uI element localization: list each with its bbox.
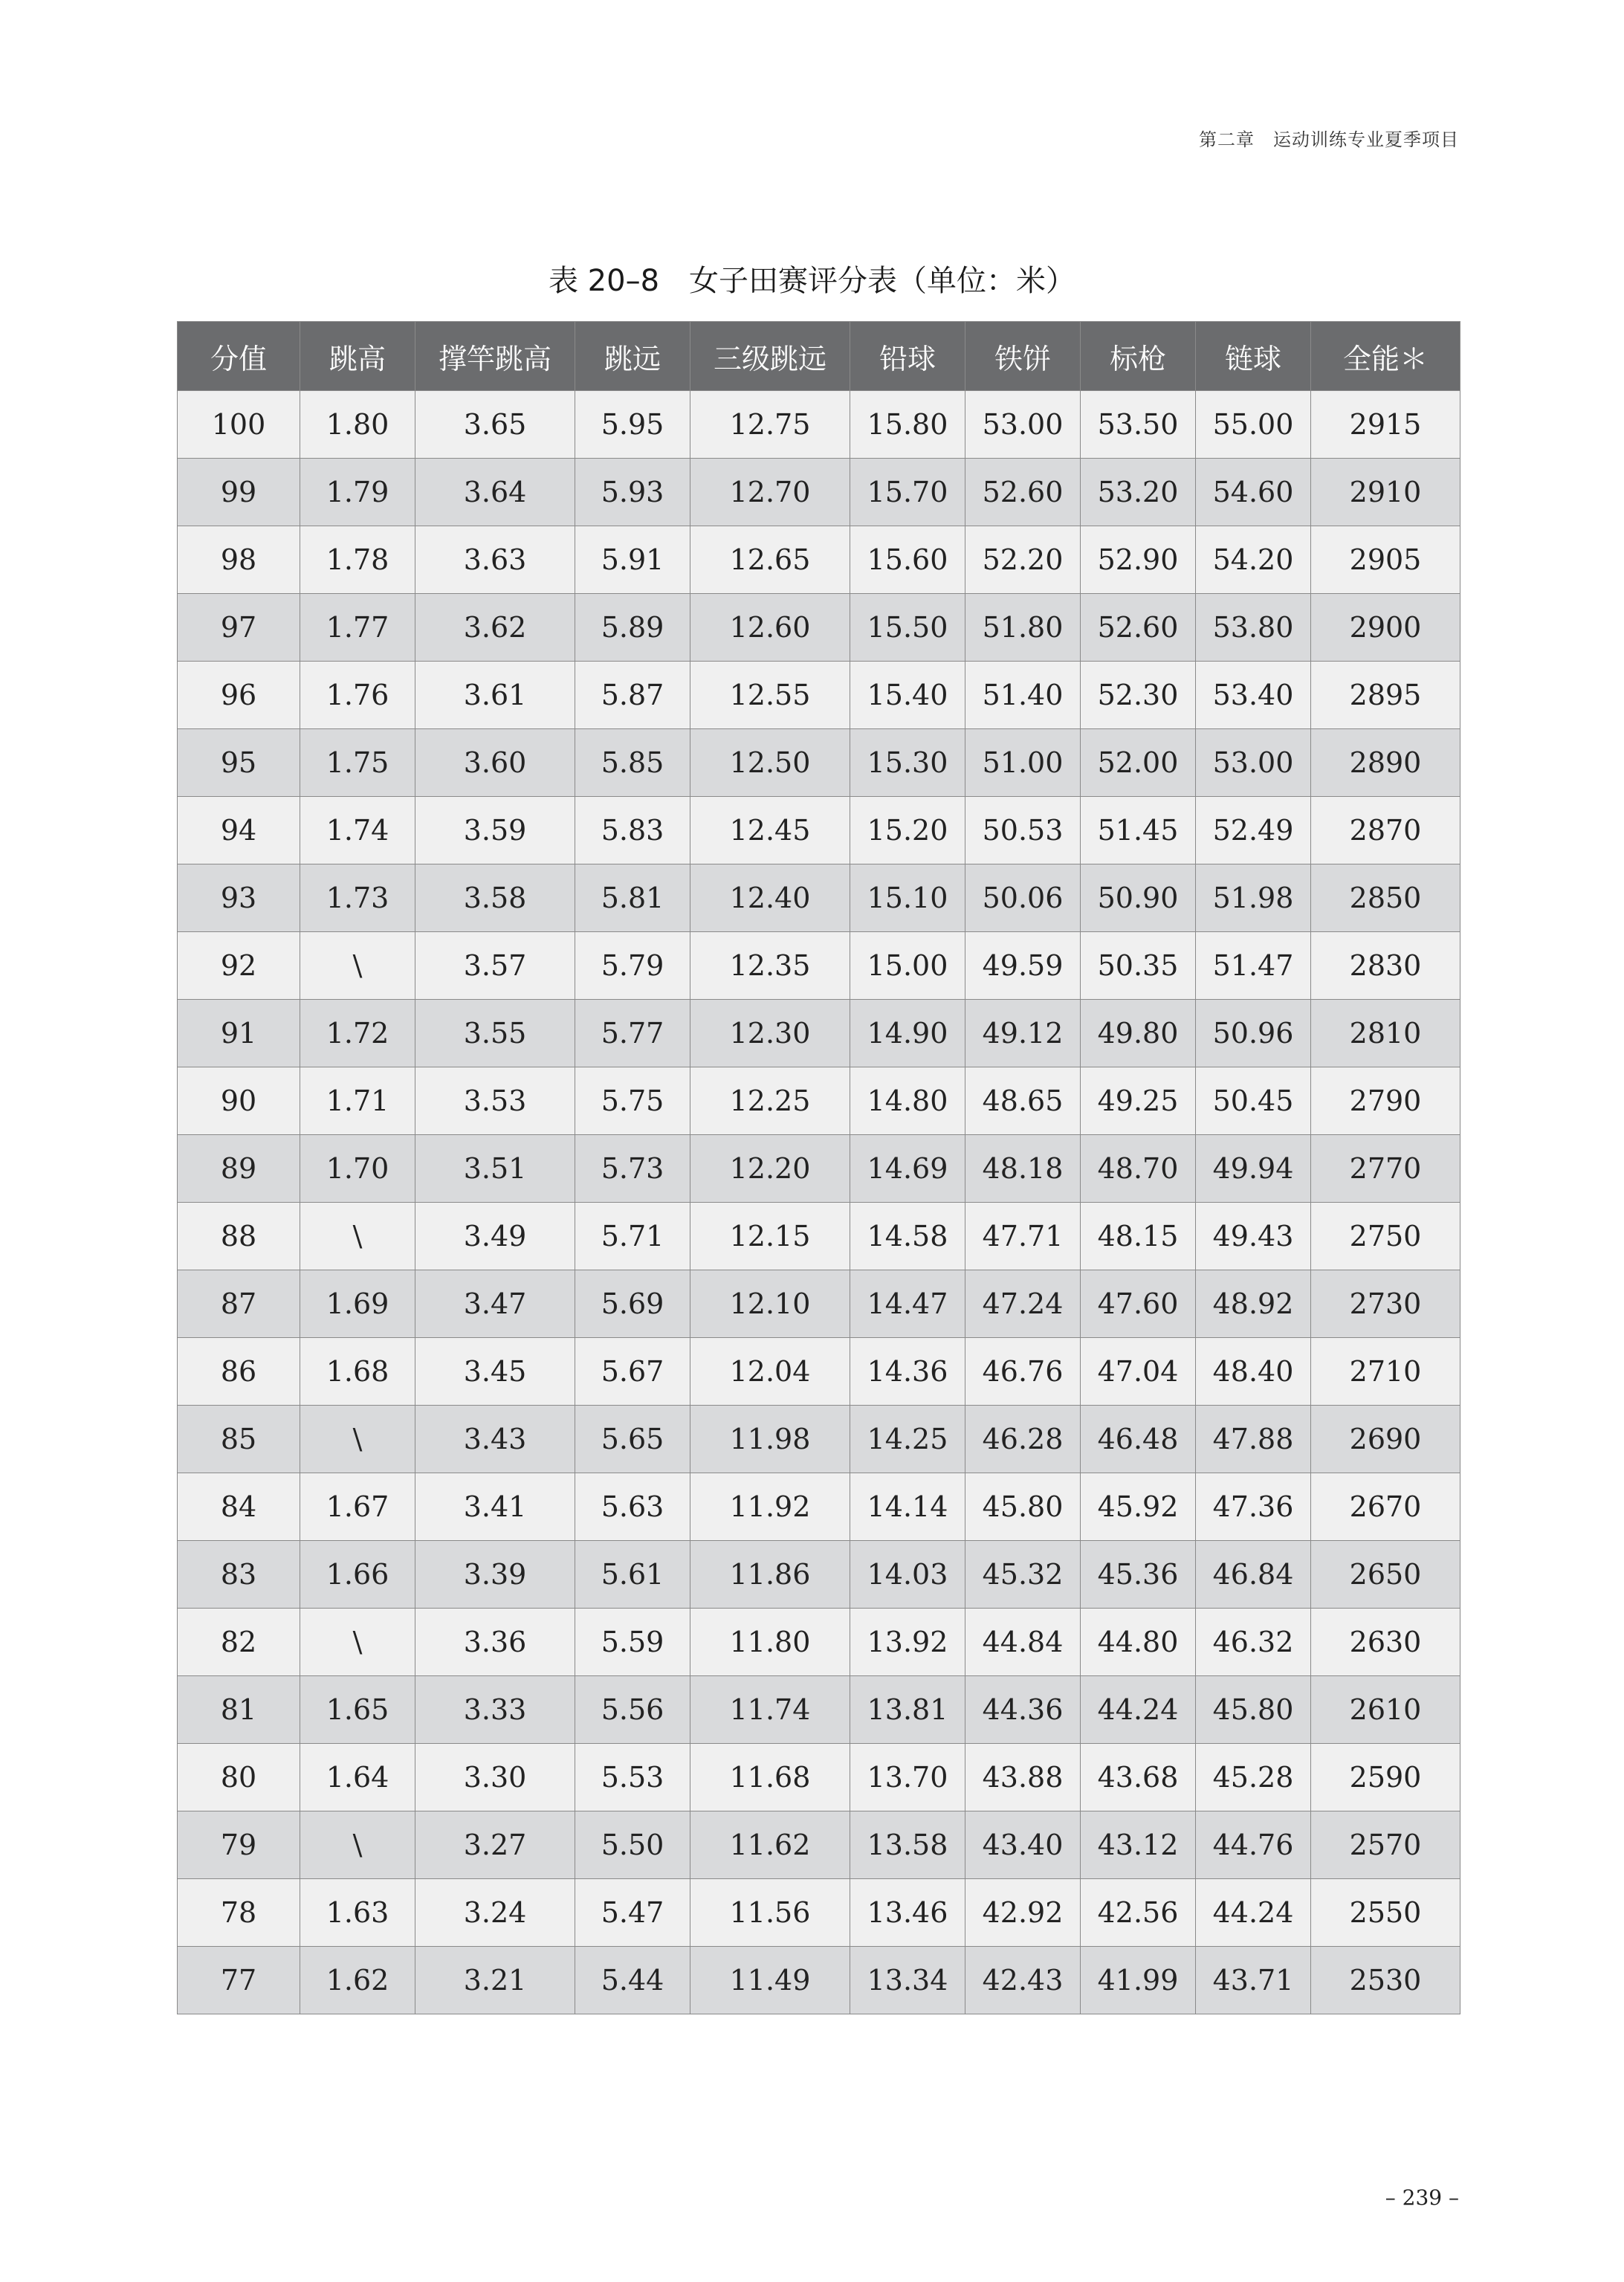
- value-cell: 42.56: [1081, 1879, 1196, 1947]
- value-cell: 14.80: [850, 1067, 965, 1135]
- value-cell: 47.04: [1081, 1338, 1196, 1406]
- score-cell: 91: [178, 1000, 300, 1067]
- value-cell: 3.45: [415, 1338, 575, 1406]
- value-cell: 5.71: [575, 1203, 690, 1270]
- table-row: [178, 1270, 1460, 1338]
- value-cell: 47.36: [1196, 1473, 1311, 1541]
- value-cell: 5.77: [575, 1000, 690, 1067]
- value-cell: 5.79: [575, 932, 690, 1000]
- value-cell: 2610: [1311, 1676, 1460, 1744]
- value-cell: 2900: [1311, 594, 1460, 662]
- value-cell: 3.61: [415, 662, 575, 729]
- column-header: 撑竿跳高: [415, 322, 575, 391]
- value-cell: 50.45: [1196, 1067, 1311, 1135]
- value-cell: 53.40: [1196, 662, 1311, 729]
- value-cell: 3.63: [415, 526, 575, 594]
- value-cell: 2570: [1311, 1811, 1460, 1879]
- column-header: 全能＊: [1311, 322, 1460, 391]
- value-cell: 11.68: [690, 1744, 850, 1811]
- table-row: [178, 594, 1460, 662]
- value-cell: 13.58: [850, 1811, 965, 1879]
- value-cell: 50.90: [1081, 864, 1196, 932]
- score-cell: 90: [178, 1067, 300, 1135]
- column-header: 铅球: [850, 322, 965, 391]
- value-cell: 49.25: [1081, 1067, 1196, 1135]
- value-cell: 3.27: [415, 1811, 575, 1879]
- value-cell: 13.34: [850, 1947, 965, 2014]
- value-cell: 51.00: [965, 729, 1081, 797]
- score-cell: 81: [178, 1676, 300, 1744]
- value-cell: 53.20: [1081, 459, 1196, 526]
- value-cell: 50.06: [965, 864, 1081, 932]
- score-cell: 84: [178, 1473, 300, 1541]
- value-cell: 3.62: [415, 594, 575, 662]
- value-cell: 5.44: [575, 1947, 690, 2014]
- value-cell: 52.60: [1081, 594, 1196, 662]
- table-row: [178, 1744, 1460, 1811]
- table-row: [178, 1473, 1460, 1541]
- table-row: [178, 1541, 1460, 1609]
- score-cell: 97: [178, 594, 300, 662]
- value-cell: 12.04: [690, 1338, 850, 1406]
- value-cell: 13.46: [850, 1879, 965, 1947]
- table-body: [178, 391, 1460, 2014]
- value-cell: 3.24: [415, 1879, 575, 1947]
- score-cell: 82: [178, 1609, 300, 1676]
- value-cell: 44.80: [1081, 1609, 1196, 1676]
- score-cell: 77: [178, 1947, 300, 2014]
- table-row: [178, 1000, 1460, 1067]
- value-cell: 2710: [1311, 1338, 1460, 1406]
- value-cell: 3.43: [415, 1406, 575, 1473]
- value-cell: 46.84: [1196, 1541, 1311, 1609]
- value-cell: 45.80: [965, 1473, 1081, 1541]
- value-cell: 1.76: [300, 662, 415, 729]
- value-cell: 52.20: [965, 526, 1081, 594]
- header-row: [178, 322, 1460, 391]
- value-cell: 1.71: [300, 1067, 415, 1135]
- table-row: [178, 1067, 1460, 1135]
- value-cell: 5.67: [575, 1338, 690, 1406]
- value-cell: 14.36: [850, 1338, 965, 1406]
- value-cell: 12.60: [690, 594, 850, 662]
- value-cell: 47.71: [965, 1203, 1081, 1270]
- value-cell: 3.58: [415, 864, 575, 932]
- value-cell: 51.80: [965, 594, 1081, 662]
- value-cell: 12.45: [690, 797, 850, 864]
- value-cell: 3.57: [415, 932, 575, 1000]
- value-cell: 1.62: [300, 1947, 415, 2014]
- value-cell: 15.50: [850, 594, 965, 662]
- value-cell: 3.33: [415, 1676, 575, 1744]
- value-cell: 52.90: [1081, 526, 1196, 594]
- value-cell: 49.80: [1081, 1000, 1196, 1067]
- value-cell: 43.40: [965, 1811, 1081, 1879]
- page-number: – 239 –: [1385, 2185, 1459, 2210]
- value-cell: 54.20: [1196, 526, 1311, 594]
- score-cell: 86: [178, 1338, 300, 1406]
- value-cell: 15.60: [850, 526, 965, 594]
- value-cell: 14.90: [850, 1000, 965, 1067]
- table-row: [178, 1676, 1460, 1744]
- score-cell: 88: [178, 1203, 300, 1270]
- table-row: [178, 459, 1460, 526]
- value-cell: 41.99: [1081, 1947, 1196, 2014]
- value-cell: 15.70: [850, 459, 965, 526]
- table-header: [178, 322, 1460, 391]
- value-cell: 1.63: [300, 1879, 415, 1947]
- value-cell: 48.92: [1196, 1270, 1311, 1338]
- table-row: [178, 1203, 1460, 1270]
- value-cell: 44.84: [965, 1609, 1081, 1676]
- value-cell: 1.80: [300, 391, 415, 459]
- value-cell: 15.10: [850, 864, 965, 932]
- score-cell: 100: [178, 391, 300, 459]
- value-cell: 52.49: [1196, 797, 1311, 864]
- value-cell: 11.80: [690, 1609, 850, 1676]
- value-cell: 45.32: [965, 1541, 1081, 1609]
- value-cell: 2915: [1311, 391, 1460, 459]
- value-cell: 13.92: [850, 1609, 965, 1676]
- table-row: [178, 1811, 1460, 1879]
- value-cell: 5.65: [575, 1406, 690, 1473]
- value-cell: 53.80: [1196, 594, 1311, 662]
- value-cell: 3.39: [415, 1541, 575, 1609]
- value-cell: \: [300, 1406, 415, 1473]
- table-row: [178, 391, 1460, 459]
- value-cell: 3.53: [415, 1067, 575, 1135]
- value-cell: 15.00: [850, 932, 965, 1000]
- value-cell: 12.65: [690, 526, 850, 594]
- score-cell: 79: [178, 1811, 300, 1879]
- value-cell: 5.50: [575, 1811, 690, 1879]
- value-cell: 1.73: [300, 864, 415, 932]
- column-header: 链球: [1196, 322, 1311, 391]
- value-cell: 3.65: [415, 391, 575, 459]
- value-cell: 51.47: [1196, 932, 1311, 1000]
- table-row: [178, 1879, 1460, 1947]
- value-cell: 5.85: [575, 729, 690, 797]
- value-cell: 5.87: [575, 662, 690, 729]
- value-cell: 55.00: [1196, 391, 1311, 459]
- value-cell: 48.18: [965, 1135, 1081, 1203]
- value-cell: \: [300, 1203, 415, 1270]
- value-cell: 12.75: [690, 391, 850, 459]
- value-cell: 46.76: [965, 1338, 1081, 1406]
- score-cell: 78: [178, 1879, 300, 1947]
- table-row: [178, 1406, 1460, 1473]
- value-cell: 11.49: [690, 1947, 850, 2014]
- value-cell: 2590: [1311, 1744, 1460, 1811]
- value-cell: 14.25: [850, 1406, 965, 1473]
- value-cell: 2790: [1311, 1067, 1460, 1135]
- value-cell: 48.70: [1081, 1135, 1196, 1203]
- value-cell: 5.83: [575, 797, 690, 864]
- value-cell: 14.47: [850, 1270, 965, 1338]
- value-cell: 12.20: [690, 1135, 850, 1203]
- value-cell: 51.45: [1081, 797, 1196, 864]
- value-cell: 49.43: [1196, 1203, 1311, 1270]
- value-cell: 11.56: [690, 1879, 850, 1947]
- value-cell: 51.98: [1196, 864, 1311, 932]
- value-cell: 11.98: [690, 1406, 850, 1473]
- value-cell: 3.36: [415, 1609, 575, 1676]
- value-cell: 44.36: [965, 1676, 1081, 1744]
- value-cell: 1.77: [300, 594, 415, 662]
- value-cell: 11.86: [690, 1541, 850, 1609]
- value-cell: 3.51: [415, 1135, 575, 1203]
- value-cell: 47.60: [1081, 1270, 1196, 1338]
- value-cell: 15.40: [850, 662, 965, 729]
- value-cell: 12.70: [690, 459, 850, 526]
- score-cell: 89: [178, 1135, 300, 1203]
- value-cell: 12.10: [690, 1270, 850, 1338]
- table-row: [178, 1609, 1460, 1676]
- value-cell: 12.25: [690, 1067, 850, 1135]
- value-cell: 46.28: [965, 1406, 1081, 1473]
- value-cell: 13.81: [850, 1676, 965, 1744]
- value-cell: 3.55: [415, 1000, 575, 1067]
- value-cell: 1.78: [300, 526, 415, 594]
- value-cell: 12.40: [690, 864, 850, 932]
- value-cell: 53.00: [965, 391, 1081, 459]
- table-row: [178, 864, 1460, 932]
- value-cell: 42.92: [965, 1879, 1081, 1947]
- value-cell: 12.50: [690, 729, 850, 797]
- value-cell: 5.69: [575, 1270, 690, 1338]
- value-cell: 3.21: [415, 1947, 575, 2014]
- value-cell: 44.76: [1196, 1811, 1311, 1879]
- value-cell: 50.35: [1081, 932, 1196, 1000]
- value-cell: 5.59: [575, 1609, 690, 1676]
- column-header: 跳远: [575, 322, 690, 391]
- value-cell: 2730: [1311, 1270, 1460, 1338]
- column-header: 三级跳远: [690, 322, 850, 391]
- value-cell: 1.74: [300, 797, 415, 864]
- table-row: [178, 729, 1460, 797]
- value-cell: 50.53: [965, 797, 1081, 864]
- score-cell: 99: [178, 459, 300, 526]
- value-cell: 2895: [1311, 662, 1460, 729]
- value-cell: 47.88: [1196, 1406, 1311, 1473]
- value-cell: 2630: [1311, 1609, 1460, 1676]
- value-cell: 52.30: [1081, 662, 1196, 729]
- value-cell: 12.30: [690, 1000, 850, 1067]
- value-cell: 5.56: [575, 1676, 690, 1744]
- value-cell: 48.65: [965, 1067, 1081, 1135]
- column-header: 跳高: [300, 322, 415, 391]
- value-cell: 2910: [1311, 459, 1460, 526]
- value-cell: 49.12: [965, 1000, 1081, 1067]
- value-cell: 1.75: [300, 729, 415, 797]
- value-cell: 54.60: [1196, 459, 1311, 526]
- column-header: 标枪: [1081, 322, 1196, 391]
- table-row: [178, 932, 1460, 1000]
- score-cell: 96: [178, 662, 300, 729]
- table-row: [178, 526, 1460, 594]
- table-row: [178, 662, 1460, 729]
- value-cell: 1.68: [300, 1338, 415, 1406]
- value-cell: 12.55: [690, 662, 850, 729]
- value-cell: 2690: [1311, 1406, 1460, 1473]
- value-cell: 1.65: [300, 1676, 415, 1744]
- value-cell: 5.81: [575, 864, 690, 932]
- value-cell: 14.58: [850, 1203, 965, 1270]
- value-cell: 11.92: [690, 1473, 850, 1541]
- value-cell: 43.68: [1081, 1744, 1196, 1811]
- value-cell: 15.30: [850, 729, 965, 797]
- value-cell: 2870: [1311, 797, 1460, 864]
- value-cell: 3.30: [415, 1744, 575, 1811]
- value-cell: 3.60: [415, 729, 575, 797]
- value-cell: 3.59: [415, 797, 575, 864]
- value-cell: 1.64: [300, 1744, 415, 1811]
- table-row: [178, 1338, 1460, 1406]
- value-cell: \: [300, 1609, 415, 1676]
- value-cell: 51.40: [965, 662, 1081, 729]
- score-table: [177, 321, 1460, 2014]
- value-cell: 13.70: [850, 1744, 965, 1811]
- table-title: 表 20–8 女子田赛评分表（单位：米）: [548, 264, 1076, 298]
- value-cell: 1.72: [300, 1000, 415, 1067]
- value-cell: 11.62: [690, 1811, 850, 1879]
- value-cell: 5.73: [575, 1135, 690, 1203]
- value-cell: 53.50: [1081, 391, 1196, 459]
- value-cell: 2810: [1311, 1000, 1460, 1067]
- table-row: [178, 1135, 1460, 1203]
- value-cell: 2550: [1311, 1879, 1460, 1947]
- score-cell: 93: [178, 864, 300, 932]
- score-cell: 95: [178, 729, 300, 797]
- value-cell: 2905: [1311, 526, 1460, 594]
- value-cell: 2750: [1311, 1203, 1460, 1270]
- score-cell: 83: [178, 1541, 300, 1609]
- value-cell: 5.61: [575, 1541, 690, 1609]
- value-cell: 5.75: [575, 1067, 690, 1135]
- value-cell: 47.24: [965, 1270, 1081, 1338]
- value-cell: 12.35: [690, 932, 850, 1000]
- value-cell: 3.47: [415, 1270, 575, 1338]
- value-cell: 52.00: [1081, 729, 1196, 797]
- value-cell: 2530: [1311, 1947, 1460, 2014]
- table-row: [178, 1947, 1460, 2014]
- value-cell: 53.00: [1196, 729, 1311, 797]
- value-cell: 45.36: [1081, 1541, 1196, 1609]
- value-cell: 11.74: [690, 1676, 850, 1744]
- value-cell: 48.40: [1196, 1338, 1311, 1406]
- value-cell: 3.49: [415, 1203, 575, 1270]
- value-cell: 5.63: [575, 1473, 690, 1541]
- value-cell: 45.80: [1196, 1676, 1311, 1744]
- score-cell: 92: [178, 932, 300, 1000]
- value-cell: 2830: [1311, 932, 1460, 1000]
- value-cell: 46.48: [1081, 1406, 1196, 1473]
- value-cell: 45.28: [1196, 1744, 1311, 1811]
- column-header: 铁饼: [965, 322, 1081, 391]
- value-cell: 42.43: [965, 1947, 1081, 2014]
- value-cell: 2650: [1311, 1541, 1460, 1609]
- value-cell: 1.79: [300, 459, 415, 526]
- value-cell: \: [300, 932, 415, 1000]
- value-cell: \: [300, 1811, 415, 1879]
- value-cell: 14.14: [850, 1473, 965, 1541]
- value-cell: 2890: [1311, 729, 1460, 797]
- value-cell: 2770: [1311, 1135, 1460, 1203]
- score-cell: 94: [178, 797, 300, 864]
- value-cell: 1.69: [300, 1270, 415, 1338]
- value-cell: 50.96: [1196, 1000, 1311, 1067]
- value-cell: 43.71: [1196, 1947, 1311, 2014]
- value-cell: 45.92: [1081, 1473, 1196, 1541]
- value-cell: 15.20: [850, 797, 965, 864]
- table-row: [178, 797, 1460, 864]
- column-header: 分值: [178, 322, 300, 391]
- value-cell: 49.94: [1196, 1135, 1311, 1203]
- value-cell: 15.80: [850, 391, 965, 459]
- value-cell: 14.69: [850, 1135, 965, 1203]
- value-cell: 3.41: [415, 1473, 575, 1541]
- value-cell: 49.59: [965, 932, 1081, 1000]
- score-cell: 85: [178, 1406, 300, 1473]
- score-cell: 80: [178, 1744, 300, 1811]
- value-cell: 5.53: [575, 1744, 690, 1811]
- value-cell: 3.64: [415, 459, 575, 526]
- value-cell: 1.66: [300, 1541, 415, 1609]
- value-cell: 1.67: [300, 1473, 415, 1541]
- value-cell: 44.24: [1196, 1879, 1311, 1947]
- value-cell: 48.15: [1081, 1203, 1196, 1270]
- value-cell: 43.88: [965, 1744, 1081, 1811]
- value-cell: 2670: [1311, 1473, 1460, 1541]
- value-cell: 2850: [1311, 864, 1460, 932]
- value-cell: 46.32: [1196, 1609, 1311, 1676]
- value-cell: 5.91: [575, 526, 690, 594]
- value-cell: 5.47: [575, 1879, 690, 1947]
- value-cell: 44.24: [1081, 1676, 1196, 1744]
- value-cell: 43.12: [1081, 1811, 1196, 1879]
- value-cell: 14.03: [850, 1541, 965, 1609]
- value-cell: 5.95: [575, 391, 690, 459]
- value-cell: 5.89: [575, 594, 690, 662]
- running-header: 第二章 运动训练专业夏季项目: [1199, 129, 1459, 150]
- score-cell: 98: [178, 526, 300, 594]
- value-cell: 5.93: [575, 459, 690, 526]
- value-cell: 1.70: [300, 1135, 415, 1203]
- value-cell: 52.60: [965, 459, 1081, 526]
- score-cell: 87: [178, 1270, 300, 1338]
- value-cell: 12.15: [690, 1203, 850, 1270]
